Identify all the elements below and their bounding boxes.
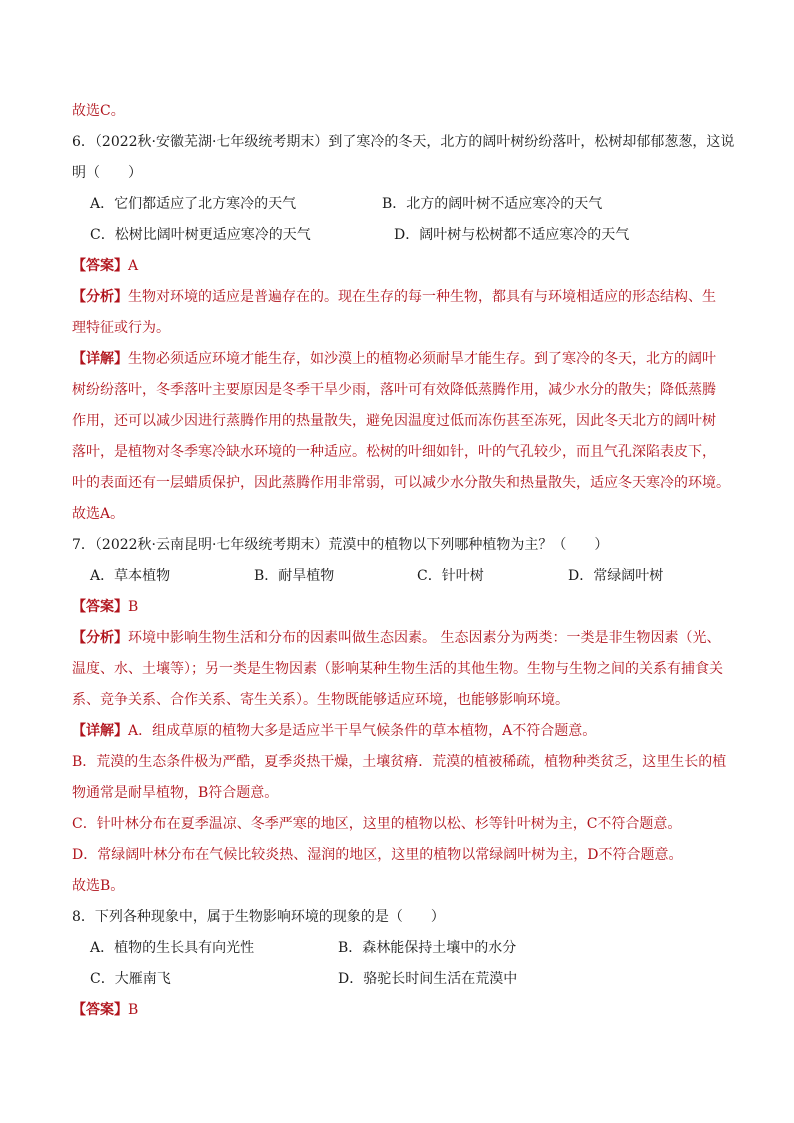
answer-tag: 【答案】 — [72, 1002, 128, 1018]
answer-tag: 【答案】 — [72, 258, 128, 274]
q6-detail-line5: 叶的表面还有一层蜡质保护，因此蒸腾作用非常弱，可以减少水分散失和热量散失，适应冬天寒冷的环境。 — [72, 475, 730, 491]
q8-answer — [72, 995, 732, 1026]
q6-option-d: D．阔叶树与松树都不适应寒冷的天气 — [394, 227, 630, 243]
detail-tag: 【详解】 — [72, 351, 128, 367]
q6-analysis-line2: 理特征或行为。 — [72, 320, 170, 336]
q8-options-row1 — [72, 933, 732, 964]
q8-option-a: A．植物的生长具有向光性 — [90, 940, 255, 956]
q7-conclusion: 故选B。 — [72, 878, 125, 894]
answer-tag: 【答案】 — [72, 599, 128, 615]
answer-value: A — [128, 258, 139, 274]
q7-detail-line1 — [72, 716, 732, 747]
answer-value: B — [128, 1002, 139, 1018]
q7-detail-line3: 物通常是耐旱植物，B符合题意。 — [72, 785, 279, 801]
q7-detail-line5: D．常绿阔叶林分布在气候比较炎热、湿润的地区，这里的植物以常绿阔叶树为主，D不符合题意。 — [72, 847, 683, 863]
q6-stem-line1: 6．（2022秋·安徽芜湖·七年级统考期末）到了寒冷的冬天，北方的阔叶树纷纷落叶，松树却郁郁葱葱，这说 — [72, 134, 735, 150]
q7-answer — [72, 592, 732, 623]
q6-option-a: A．它们都适应了北方寒冷的天气 — [90, 196, 297, 212]
q6-stem-line2: 明（ ） — [72, 165, 142, 181]
detail-tag: 【详解】 — [72, 723, 128, 739]
q7-analysis-line1 — [72, 623, 732, 654]
analysis-tag: 【分析】 — [72, 289, 128, 305]
q7-analysis-line2: 温度、水、土壤等）；另一类是生物因素（影响某种生物生活的其他生物。生物与生物之间的关系有捕食关 — [72, 661, 723, 677]
q8-option-d: D．骆驼长时间生活在荒漠中 — [338, 971, 518, 987]
q6-detail-line3: 作用，还可以减少因进行蒸腾作用的热量散失，避免因温度过低而冻伤甚至冻死，因此冬天北方的阔叶树 — [72, 413, 716, 429]
q6-options-row2 — [72, 220, 732, 251]
q6-detail-line1 — [72, 344, 732, 375]
q6-detail-line4: 落叶，是植物对冬季寒冷缺水环境的一种适应。松树的叶细如针，叶的气孔较少，而且气孔深陷表皮下， — [72, 444, 716, 460]
q6-detail-line2: 树纷纷落叶，冬季落叶主要原因是冬季干旱少雨，落叶可有效降低蒸腾作用，减少水分的散失；降低蒸腾 — [72, 382, 716, 398]
q7-option-d: D．常绿阔叶树 — [568, 568, 664, 584]
analysis-tag: 【分析】 — [72, 630, 128, 646]
q8-option-c: C．大雁南飞 — [90, 971, 171, 987]
q6-option-c: C．松树比阔叶树更适应寒冷的天气 — [90, 227, 311, 243]
q6-answer — [72, 251, 732, 282]
q7-detail-line2: B．荒漠的生态条件极为严酷，夏季炎热干燥，土壤贫瘠．荒漠的植被稀疏，植物种类贫乏，这里生长的植 — [72, 754, 727, 770]
q6-options-row1 — [72, 189, 732, 220]
q7-detail-line4: C．针叶林分布在夏季温凉、冬季严寒的地区，这里的植物以松、杉等针叶树为主，C不符合题意。 — [72, 816, 682, 832]
q6-conclusion: 故选A。 — [72, 506, 125, 522]
answer-value: B — [128, 599, 139, 615]
analysis-text: 生物对环境的适应是普遍存在的。现在生存的每一种生物，都具有与环境相适应的形态结构、生 — [128, 289, 716, 305]
analysis-text: 环境中影响生物生活和分布的因素叫做生态因素。 生态因素分为两类：一类是非生物因素（光、 — [128, 630, 721, 646]
q5-conclusion: 故选C。 — [72, 103, 125, 119]
q7-analysis-line3: 系、竞争关系、合作关系、寄生关系）。生物既能够适应环境，也能够影响环境。 — [72, 692, 569, 708]
q8-stem: 8．下列各种现象中，属于生物影响环境的现象的是（ ） — [72, 909, 445, 925]
document-page — [72, 96, 735, 1026]
q8-option-b: B．森林能保持土壤中的水分 — [338, 940, 517, 956]
detail-text: A．组成草原的植物大多是适应半干旱气候条件的草本植物，A不符合题意。 — [128, 723, 597, 739]
q7-option-b: B．耐旱植物 — [254, 568, 335, 584]
q6-analysis-line1 — [72, 282, 732, 313]
detail-text: 生物必须适应环境才能生存，如沙漠上的植物必须耐旱才能生存。到了寒冷的冬天，北方的阔叶 — [128, 351, 716, 367]
q7-option-a: A．草本植物 — [90, 568, 171, 584]
q8-options-row2 — [72, 964, 732, 995]
q7-options-row — [72, 561, 732, 592]
q6-option-b: B．北方的阔叶树不适应寒冷的天气 — [382, 196, 603, 212]
q7-stem: 7．（2022秋·云南昆明·七年级统考期末）荒漠中的植物以下列哪种植物为主？（ ） — [72, 537, 609, 553]
q7-option-c: C．针叶树 — [417, 568, 484, 584]
